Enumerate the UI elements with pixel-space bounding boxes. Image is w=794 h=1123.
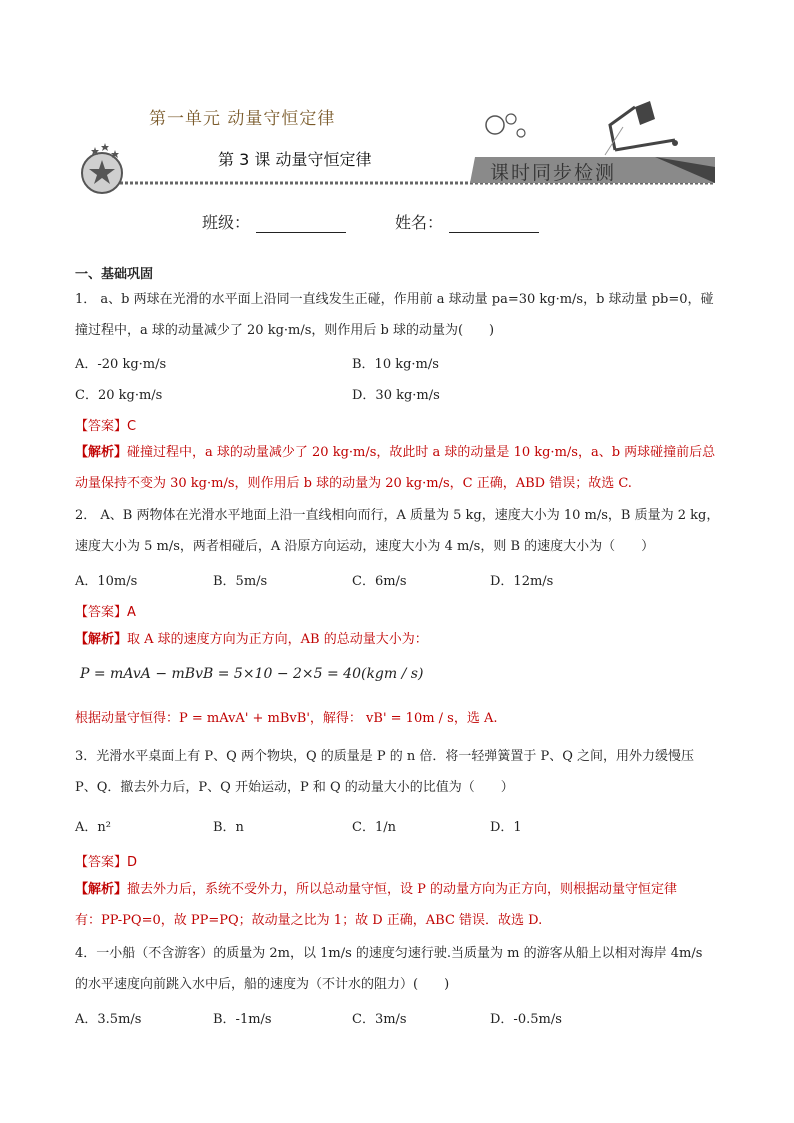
question-stem: P、Q．撤去外力后，P、Q 开始运动，P 和 Q 的动量大小的比值为（ ） [75, 780, 514, 795]
name-field[interactable] [395, 210, 539, 233]
section-title: 一、基础巩固 [75, 267, 154, 282]
answer-2 [75, 601, 136, 620]
question-stem: 2． A、B 两物体在光滑水平地面上沿一直线相向而行，A 质量为 5 kg，速度大小为 10 m/s，B 质量为 2 kg， [75, 508, 720, 523]
option-c[interactable]: C．1/n [352, 820, 396, 835]
question-2 [75, 500, 725, 562]
option-c[interactable]: C．20 kg·m/s [75, 388, 163, 403]
option-a[interactable]: A．n² [75, 820, 111, 835]
option-b[interactable]: B．10 kg·m/s [352, 357, 439, 372]
class-label: 班级： [202, 213, 251, 232]
option-b[interactable]: B．5m/s [213, 574, 268, 589]
question-1 [75, 284, 725, 346]
star-badge-icon [82, 143, 122, 193]
bubble-icon [506, 114, 516, 124]
analysis-2 [75, 624, 725, 655]
answer-label: 【答案】 [75, 419, 128, 434]
option-d[interactable]: D．12m/s [490, 574, 554, 589]
question-stem: 撞过程中，a 球的动量减少了 20 kg·m/s，则作用后 b 球的动量为( ) [75, 323, 495, 338]
question-3 [75, 741, 725, 803]
question-stem: 1． a、b 两球在光滑的水平面上沿同一直线发生正碰，作用前 a 球动量 pa=30 kg·m/s，b 球动量 pb=0，碰 [75, 292, 714, 307]
bubble-icon [486, 116, 504, 134]
class-field[interactable] [202, 210, 346, 233]
answer-1 [75, 415, 136, 434]
option-b[interactable]: B．n [213, 820, 244, 835]
answer-label: 【答案】 [75, 855, 128, 870]
class-blank[interactable] [256, 216, 346, 233]
analysis-label: 【解析】 [75, 445, 128, 460]
question-stem: 的水平速度向前跳入水中后，船的速度为（不计水的阻力）( ) [75, 977, 450, 992]
option-d[interactable]: D．-0.5m/s [490, 1012, 562, 1027]
option-a[interactable]: A．10m/s [75, 574, 138, 589]
analysis-text: 取 A 球的速度方向为正方向，AB 的总动量大小为： [127, 632, 428, 647]
bubble-icon [517, 129, 525, 137]
option-d[interactable]: D．1 [490, 820, 522, 835]
question-stem: 4．一小船（不含游客）的质量为 2m，以 1m/s 的速度匀速行驶.当质量为 m 的游客从船上以相对海岸 4m/s [75, 946, 703, 961]
name-label: 姓名： [395, 213, 444, 232]
section-banner: 课时同步检测 [490, 162, 617, 184]
lamp-icon [605, 101, 678, 155]
answer-value: A [127, 605, 136, 620]
unit-title: 第一单元 动量守恒定律 [149, 109, 336, 129]
analysis-text: 撤去外力后，系统不受外力，所以总动量守恒，设 P 的动量方向为正方向，则根据动量守恒定律 [127, 882, 678, 897]
analysis-2-conclusion [75, 703, 725, 734]
analysis-text: 根据动量守恒得：P = mAvA' + mBvB'，解得： vB' = 10m / s，选 A. [75, 711, 498, 726]
question-stem: 3．光滑水平桌面上有 P、Q 两个物块，Q 的质量是 P 的 n 倍．将一轻弹簧置于 P、Q 之间，用外力缓慢压 [75, 749, 695, 764]
option-c[interactable]: C．6m/s [352, 574, 407, 589]
answer-label: 【答案】 [75, 605, 128, 620]
analysis-text: 动量保持不变为 30 kg·m/s，则作用后 b 球的动量为 20 kg·m/s，C 正确，ABD 错误；故选 C. [75, 476, 632, 491]
question-stem: 速度大小为 5 m/s，两者相碰后，A 沿原方向运动，速度大小为 4 m/s，则 B 的速度大小为（ ） [75, 539, 655, 554]
analysis-text: 有：PP-PQ=0，故 PP=PQ；故动量之比为 1；故 D 正确，ABC 错误．故选 D. [75, 913, 543, 928]
analysis-3 [75, 874, 725, 936]
option-b[interactable]: B．-1m/s [213, 1012, 272, 1027]
answer-3 [75, 851, 137, 870]
option-a[interactable]: A．3.5m/s [75, 1012, 142, 1027]
option-a[interactable]: A．-20 kg·m/s [75, 357, 167, 372]
option-d[interactable]: D．30 kg·m/s [352, 388, 440, 403]
answer-value: D [127, 855, 138, 870]
analysis-1 [75, 437, 725, 499]
option-c[interactable]: C．3m/s [352, 1012, 407, 1027]
analysis-label: 【解析】 [75, 632, 128, 647]
lesson-title: 第 3 课 动量守恒定律 [218, 150, 372, 169]
question-4 [75, 938, 725, 1000]
momentum-formula: P = mAvA − mBvB = 5×10 − 2×5 = 40(kgm / s) [80, 666, 424, 682]
name-blank[interactable] [449, 216, 539, 233]
analysis-label: 【解析】 [75, 882, 128, 897]
answer-value: C [127, 419, 137, 434]
analysis-text: 碰撞过程中，a 球的动量减少了 20 kg·m/s，故此时 a 球的动量是 10 kg·m/s，a、b 两球碰撞前后总 [127, 445, 716, 460]
